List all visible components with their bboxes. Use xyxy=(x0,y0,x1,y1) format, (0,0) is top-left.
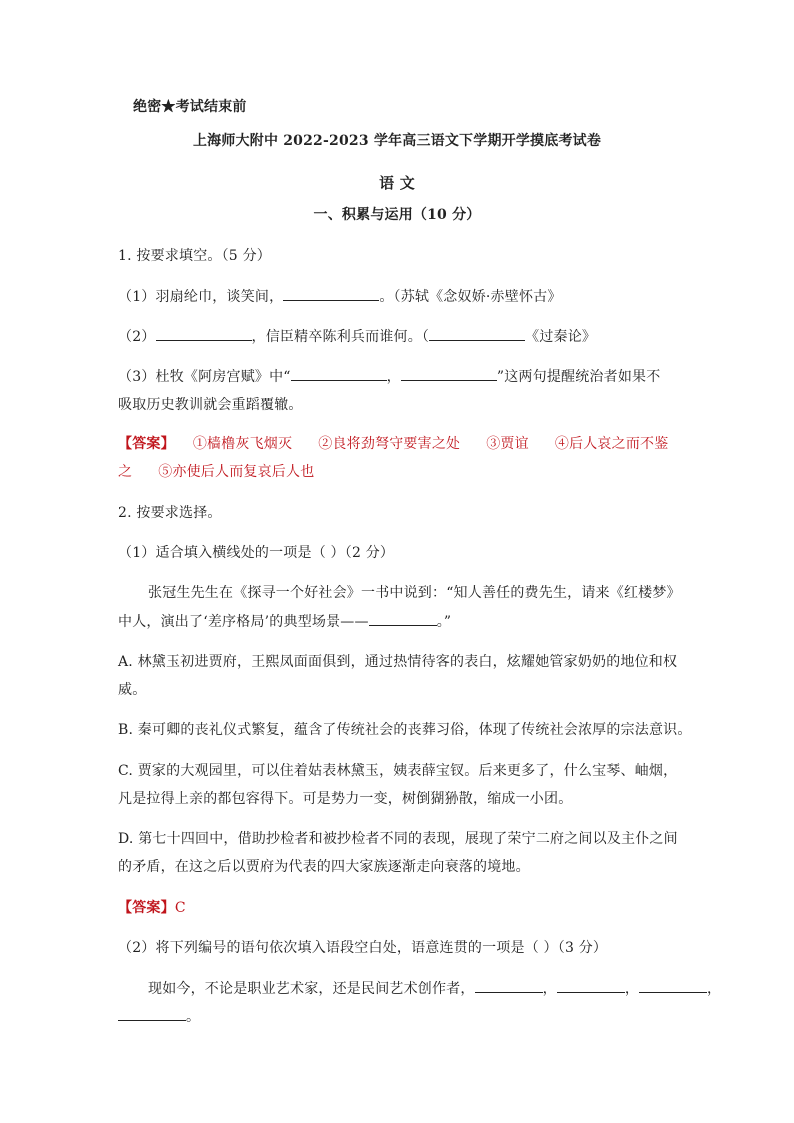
q2-answer xyxy=(118,898,186,918)
q1-item3-blank-1[interactable] xyxy=(291,366,387,381)
section-heading: 一、积累与运用（10 分） xyxy=(313,207,481,223)
comma: ， xyxy=(707,981,722,997)
q2-answer-tag: 【答案】 xyxy=(118,900,175,916)
q1-item3-text-a: （3）杜牧《阿房宫赋》中“ xyxy=(118,369,291,385)
period: 。 xyxy=(186,1009,201,1025)
exam-title: 上海师大附中 2022-2023 学年高三语文下学期开学摸底考试卷 xyxy=(192,133,602,149)
q1-item3-text-b: ， xyxy=(386,369,401,385)
q1-item1-text-a: （1）羽扇纶巾，谈笑间， xyxy=(118,289,284,305)
q2-passage-blank[interactable] xyxy=(369,611,437,626)
comma: ， xyxy=(624,981,640,997)
q2-passage2-blank-2[interactable] xyxy=(557,978,625,993)
q2-passage2-text: 现如今，不论是职业艺术家，还是民间艺术创作者， xyxy=(148,981,475,997)
q2-passage2-line1 xyxy=(148,978,721,999)
q2-passage-line2 xyxy=(118,611,451,632)
q2-passage-line1: 张冠生先生在《探寻一个好社会》一书中说到：“知人善任的费先生，请来《红楼梦》 xyxy=(148,585,681,601)
confidential-label: 绝密★考试结束前 xyxy=(133,99,247,115)
q1-item2-text-c: 《过秦论》 xyxy=(525,329,597,345)
q1-item2-text-b: ，信臣精卒陈利兵而谁何。（ xyxy=(251,329,430,345)
q1-item3-line2: 吸取历史教训就会重蹈覆辙。 xyxy=(118,397,303,413)
q1-item1-blank[interactable] xyxy=(283,286,379,301)
q1-item3-text-c: ”这两句提醒统治者如果不 xyxy=(496,369,661,385)
q2-option-b: B. 秦可卿的丧礼仪式繁复，蕴含了传统社会的丧葬习俗，体现了传统社会浓厚的宗法意识。 xyxy=(118,722,692,738)
q1-answer-4: ④后人哀之而不鉴 xyxy=(554,436,669,452)
q1-answer-1: ①樯橹灰飞烟灭 xyxy=(192,436,293,452)
q2-answer-value: C xyxy=(174,900,186,916)
q2-passage2-line2 xyxy=(118,1006,200,1027)
q2-sub1-prompt: （1）适合填入横线处的一项是（ ）（2 分） xyxy=(118,545,395,561)
q1-answer-3: ③贾谊 xyxy=(486,436,529,452)
q1-answer-5: ⑤亦使后人而复哀后人也 xyxy=(158,464,315,480)
comma: ， xyxy=(542,981,557,997)
q1-prompt: 1. 按要求填空。（5 分） xyxy=(118,248,271,264)
q2-passage-text-c: 。” xyxy=(436,614,452,630)
q2-passage2-blank-1[interactable] xyxy=(475,978,543,993)
q2-option-c-line1: C. 贾家的大观园里，可以住着姑表林黛玉，姨表薛宝钗。后来更多了，什么宝琴、岫烟， xyxy=(118,763,678,779)
q1-item2-blank-1[interactable] xyxy=(156,326,252,341)
q2-passage2-blank-4[interactable] xyxy=(118,1006,186,1021)
q2-option-c-line2: 凡是拉得上亲的都包容得下。可是势力一变，树倒猢狲散，缩成一小团。 xyxy=(118,791,573,807)
q1-item1-text-b: 。（苏轼《念奴娇·赤壁怀古》 xyxy=(379,289,562,305)
q2-prompt: 2. 按要求选择。 xyxy=(118,505,222,521)
q1-item2 xyxy=(118,326,596,347)
q1-item3-line1 xyxy=(118,366,660,387)
q1-answer-line1 xyxy=(118,434,668,454)
q1-item2-blank-2[interactable] xyxy=(429,326,525,341)
q2-option-d-line2: 的矛盾，在这之后以贾府为代表的四大家族逐渐走向衰落的境地。 xyxy=(118,859,530,875)
q1-answer-4-cont: 之 xyxy=(118,464,133,480)
q2-option-d-line1: D. 第七十四回中，借助抄检者和被抄检者不同的表现，展现了荣宁二府之间以及主仆之间 xyxy=(118,831,678,847)
q1-item2-text-a: （2） xyxy=(118,329,156,345)
subject-heading: 语 文 xyxy=(379,174,415,192)
q2-option-a-line1: A. 林黛玉初进贾府，王熙凤面面俱到，通过热情待客的表白，炫耀她管家奶奶的地位和权 xyxy=(118,654,678,670)
q1-answer-line2 xyxy=(118,462,314,482)
q1-item1 xyxy=(118,286,562,307)
q2-passage-text-b: 中人，演出了‘差序格局’的典型场景—— xyxy=(118,614,369,630)
q2-passage2-blank-3[interactable] xyxy=(639,978,707,993)
q1-answer-2: ②良将劲弩守要害之处 xyxy=(318,436,461,452)
q2-option-a-line2: 威。 xyxy=(118,682,147,698)
q2-sub2-prompt: （2）将下列编号的语句依次填入语段空白处，语意连贯的一项是（ ）（3 分） xyxy=(118,940,608,956)
q1-item3-blank-2[interactable] xyxy=(401,366,497,381)
q1-answer-tag: 【答案】 xyxy=(118,436,175,452)
